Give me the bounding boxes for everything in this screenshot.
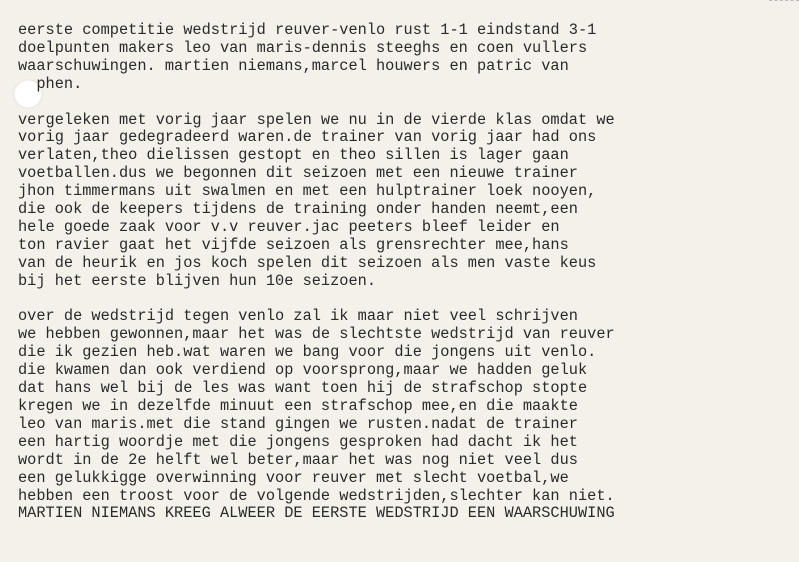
text-line: ton ravier gaat het vijfde seizoen als grensrechter mee,hans [18, 235, 569, 254]
text-line: van de heurik en jos koch spelen dit seizoen als men vaste keus [18, 253, 597, 272]
text-line: bij het eerste blijven hun 10e seizoen. [18, 271, 377, 290]
text-line: eerste competitie wedstrijd reuver-venlo rust 1-1 eindstand 3-1 [18, 21, 597, 39]
text-line: jhon timmermans uit swalmen en met een hulptrainer loek nooyen, [18, 182, 597, 201]
text-line: een hartig woordje met die jongens gesproken had dacht ik het [18, 432, 578, 451]
text-line: verlaten,theo dielissen gestopt en theo sillen is lager gaan [18, 146, 569, 165]
text-line: phen. [18, 74, 83, 93]
text-line: vergeleken met vorig jaar spelen we nu in de vierde klas omdat we [18, 110, 615, 129]
text-line: kregen we in dezelfde minuut een strafschop mee,en die maakte [18, 397, 578, 415]
text-line: wordt in de 2e helft wel beter,maar het was nog niet veel dus [18, 450, 578, 469]
text-line: we hebben gewonnen,maar het was de slechtste wedstrijd van reuver [18, 325, 615, 344]
paragraph [18, 308, 793, 523]
text-line: vorig jaar gedegradeerd waren.de trainer van vorig jaar had ons [18, 128, 597, 147]
text-line: die ook de keepers tijdens de training onder handen neemt,een [18, 200, 578, 219]
text-line: hele goede zaak voor v.v reuver.jac peeters bleef leider en [18, 217, 560, 236]
text-line: waarschuwingen. martien niemans,marcel houwers en patric van [18, 56, 569, 75]
page-edge-mark [769, 0, 799, 4]
paragraph [18, 112, 793, 291]
text-line: doelpunten makers leo van maris-dennis steeghs en coen vullers [18, 38, 588, 57]
text-line: die ik gezien heb.wat waren we bang voor die jongens uit venlo. [18, 343, 597, 362]
text-line: die kwamen dan ook verdiend op voorsprong,maar we hadden geluk [18, 361, 588, 380]
paragraph [18, 22, 793, 94]
text-line: leo van maris.met die stand gingen we rusten.nadat de trainer [18, 414, 578, 433]
typewritten-text [18, 22, 793, 523]
text-line: MARTIEN NIEMANS KREEG ALWEER DE EERSTE WEDSTRIJD EEN WAARSCHUWING [18, 504, 615, 523]
text-line: over de wedstrijd tegen venlo zal ik maar niet veel schrijven [18, 307, 578, 326]
text-line: dat hans wel bij de les was want toen hij de strafschop stopte [18, 379, 588, 398]
text-line: hebben een troost voor de volgende wedstrijden,slechter kan niet. [18, 486, 615, 505]
text-line: voetballen.dus we begonnen dit seizoen met een nieuwe trainer [18, 164, 578, 183]
text-line: een gelukkigge overwinning voor reuver met slecht voetbal,we [18, 468, 569, 487]
